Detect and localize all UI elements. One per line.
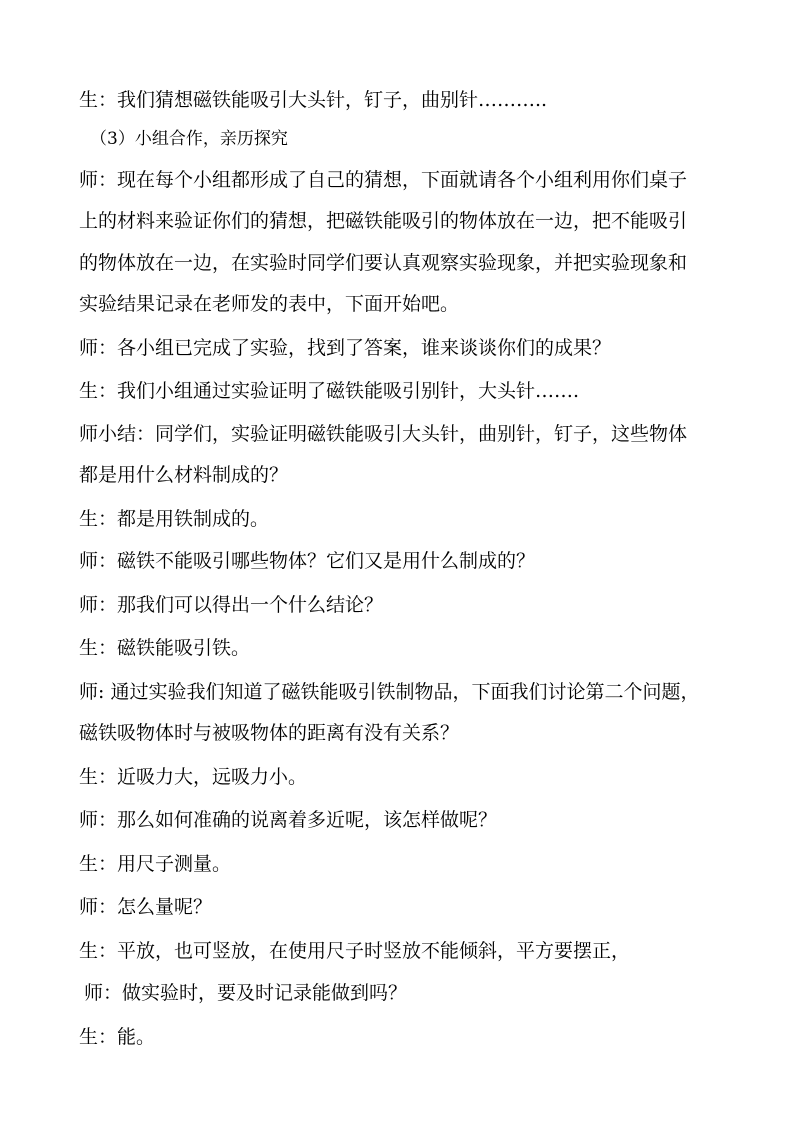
text-line: 生：都是用铁制成的。 [79, 508, 270, 530]
text-line: 磁铁吸物体时与被吸物体的距离有没有关系？ [79, 722, 460, 744]
text-line: 师：那我们可以得出一个什么结论？ [79, 594, 384, 616]
text-line: 师：做实验时，要及时记录能做到吗？ [84, 982, 408, 1004]
text-line: 师：怎么量呢？ [79, 896, 213, 918]
text-line: 生：磁铁能吸引铁。 [79, 637, 251, 659]
text-line: 师：磁铁不能吸引哪些物体？它们又是用什么制成的？ [79, 550, 536, 572]
text-line: 师: 通过实验我们知道了磁铁能吸引铁制物品，下面我们讨论第二个问题， [79, 681, 700, 703]
text-line: 生：近吸力大，远吸力小。 [79, 766, 308, 788]
text-line: 都是用什么材料制成的？ [79, 464, 289, 486]
text-line: 实验结果记录在老师发的表中，下面开始吧。 [79, 293, 460, 315]
text-line: 师：现在每个小组都形成了自己的猜想，下面就请各个小组利用你们桌子 [79, 169, 688, 191]
text-line: 的物体放在一边，在实验时同学们要认真观察实验现象，并把实验现象和 [79, 252, 688, 274]
text-line: 师：那么如何准确的说离着多近呢，该怎样做呢？ [79, 809, 498, 831]
text-line: 师：各小组已完成了实验，找到了答案，谁来谈谈你们的成果？ [79, 337, 612, 359]
text-line: 生：平放，也可竖放，在使用尺子时竖放不能倾斜，平方要摆正， [79, 940, 631, 962]
text-line: 生：我们猜想磁铁能吸引大头针，钉子，曲别针……….. [79, 89, 548, 111]
text-line: 生：用尺子测量。 [79, 853, 232, 875]
section-heading: （3）小组合作，亲历探究 [90, 129, 288, 149]
text-line: 上的材料来验证你们的猜想，把磁铁能吸引的物体放在一边，把不能吸引 [79, 210, 688, 232]
text-line: 师小结：同学们，实验证明磁铁能吸引大头针，曲别针，钉子，这些物体 [79, 423, 688, 445]
text-line: 生：我们小组通过实验证明了磁铁能吸引别针，大头针……. [79, 380, 580, 402]
text-line: 生：能。 [79, 1026, 156, 1048]
